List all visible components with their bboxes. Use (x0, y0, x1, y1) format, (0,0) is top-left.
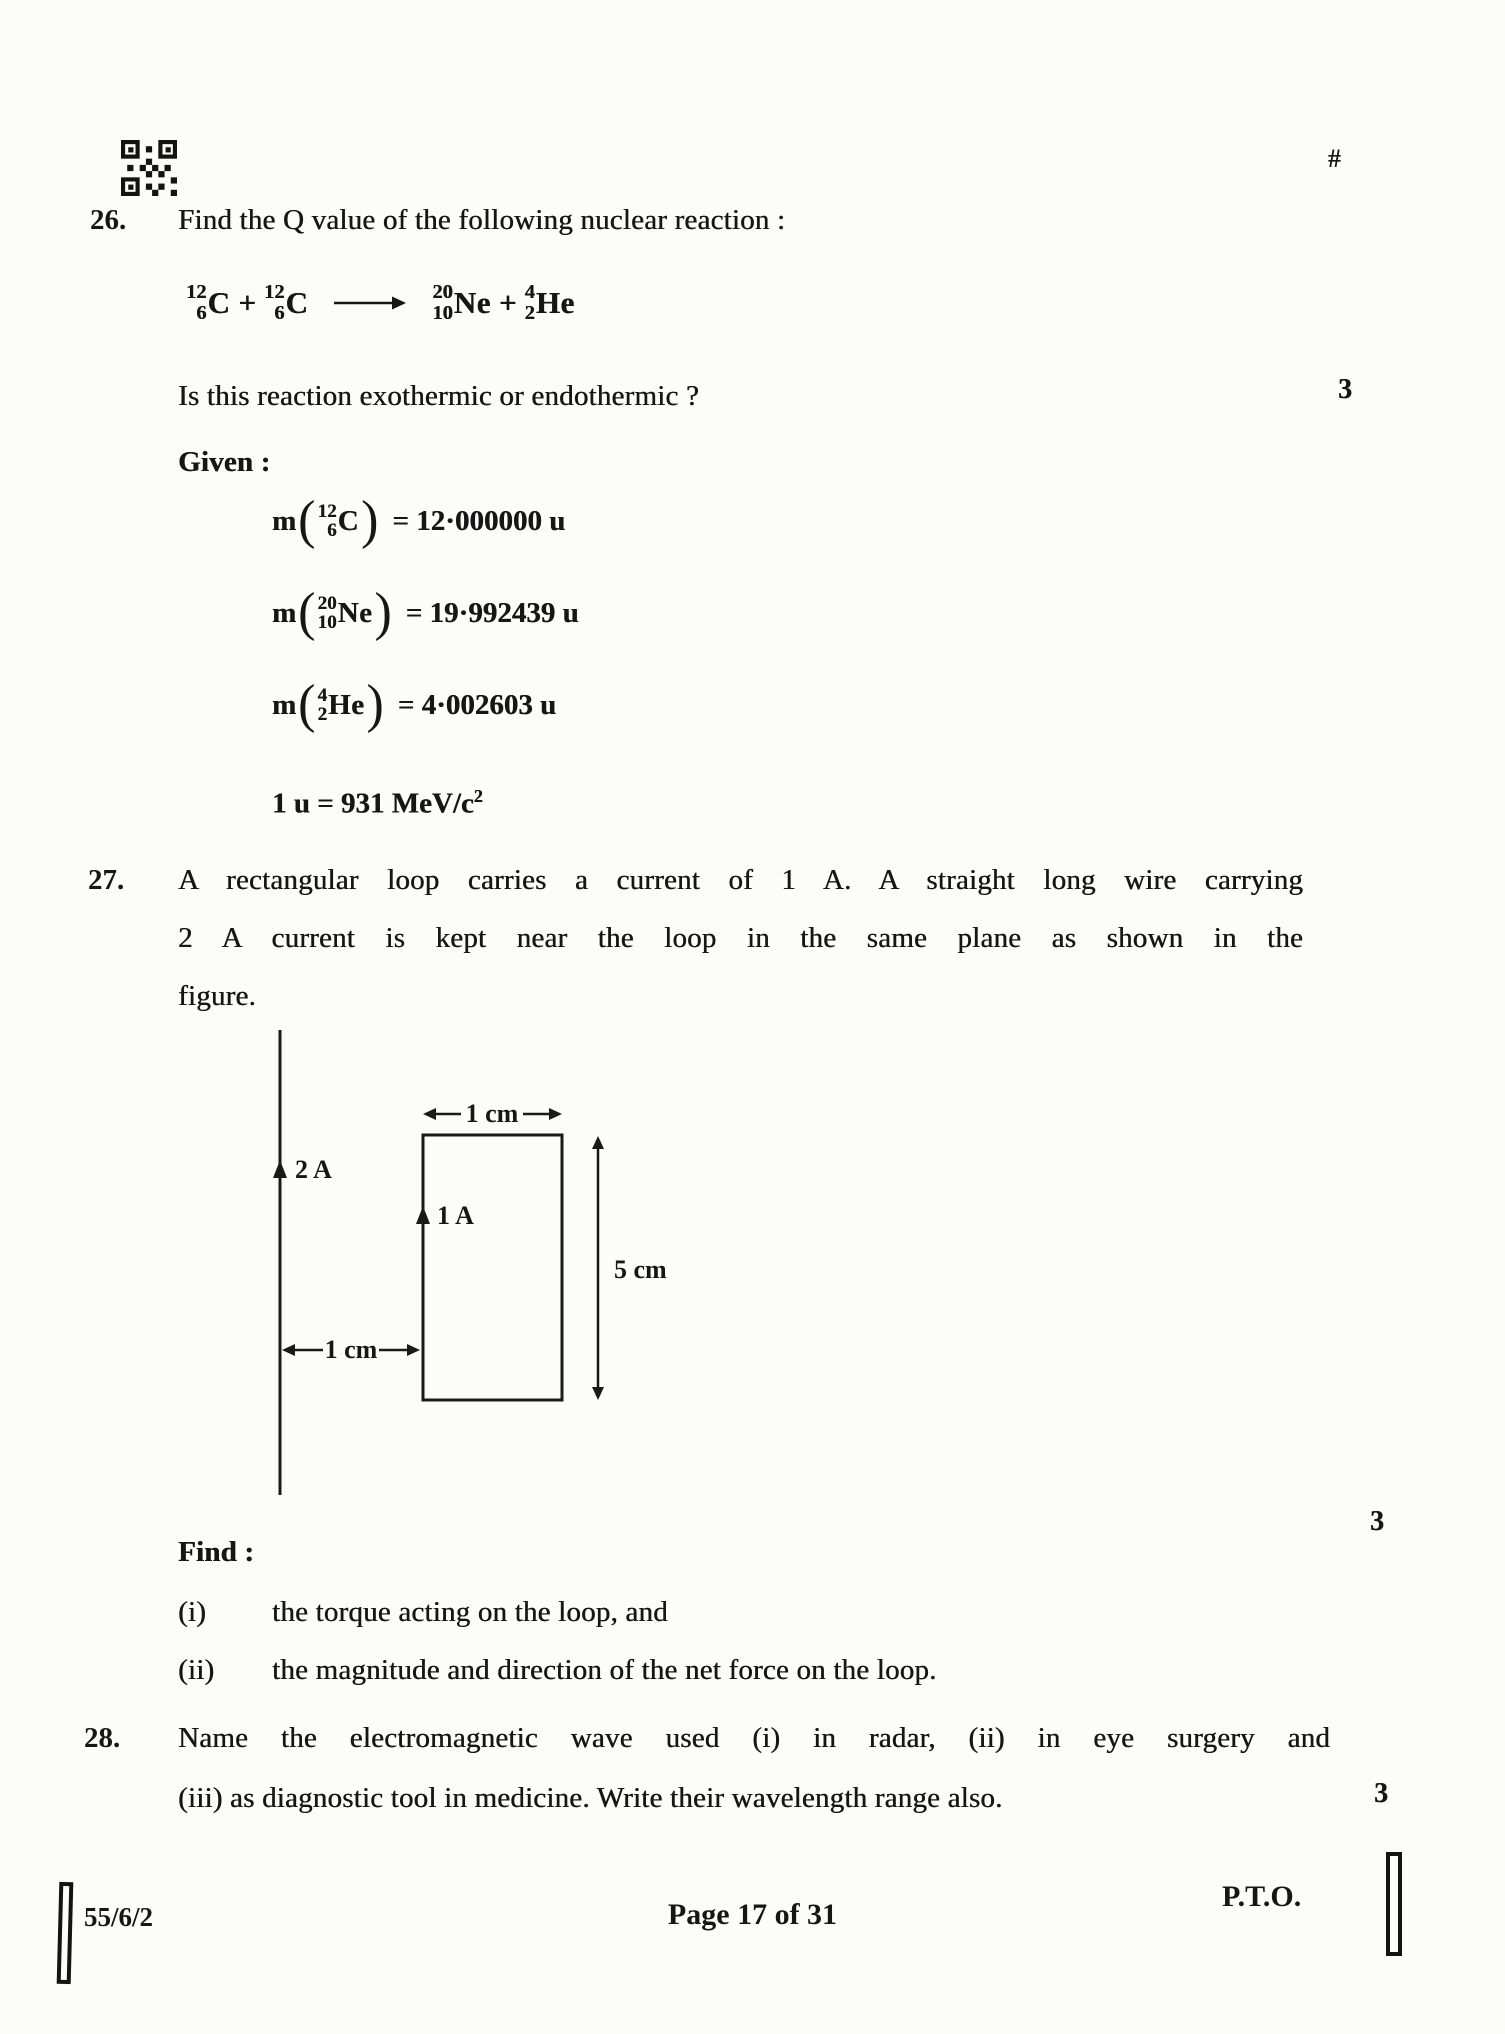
loop-height-label: 5 cm (614, 1255, 667, 1284)
mass-number: 12 (317, 500, 337, 522)
mass-number: 12 (264, 281, 285, 303)
unit-text: 1 u = 931 MeV/c (272, 787, 474, 820)
plus-sign: + (238, 284, 256, 320)
mass-value: = 19·992439 u (405, 596, 579, 629)
given-mass-carbon (272, 490, 566, 551)
q26-given-label: Given : (178, 446, 271, 478)
mass-function-label: m (272, 688, 297, 721)
plus-sign: + (498, 284, 517, 320)
atomic-number: 2 (317, 704, 328, 726)
wire-current-label: 2 A (295, 1155, 332, 1184)
element-symbol: He (535, 284, 575, 320)
given-mass-neon (272, 582, 579, 643)
page-hash-mark: # (1328, 144, 1341, 173)
q27-marks: 3 (1370, 1506, 1384, 1537)
q27-text-line3: figure. (178, 980, 256, 1012)
up-arrow-icon (592, 1136, 604, 1149)
q26-number: 26. (90, 204, 127, 236)
wire-current-arrow-icon (273, 1160, 287, 1178)
mass-function-label: m (272, 596, 297, 629)
q27-text-line1: A rectangular loop carries a current of 1 A. A straight long wire carrying (178, 864, 1303, 896)
q27-find-label: Find : (178, 1536, 255, 1568)
mass-number: 4 (317, 684, 328, 706)
open-paren: ( (298, 582, 316, 643)
qr-code (121, 140, 177, 196)
open-paren: ( (298, 674, 316, 735)
loop-current-label: 1 A (437, 1201, 474, 1230)
mass-value: = 12·000000 u (392, 504, 566, 537)
paper-code: 55/6/2 (84, 1902, 154, 1932)
loop-width-label: 1 cm (465, 1099, 519, 1128)
right-arrow-icon (407, 1344, 420, 1356)
unit-conversion-line (272, 786, 483, 821)
q26-marks: 3 (1338, 374, 1352, 405)
element-symbol: Ne (453, 284, 491, 320)
rectangular-loop (423, 1135, 562, 1400)
q27-item-ii-text: the magnitude and direction of the net force on the loop. (272, 1654, 937, 1686)
isotope-carbon (318, 502, 360, 541)
mass-function-label: m (272, 504, 297, 537)
loop-current-arrow-icon (416, 1206, 430, 1224)
mass-number: 20 (432, 281, 453, 303)
given-mass-helium (272, 674, 557, 735)
mass-number: 4 (524, 281, 535, 303)
q27-item-i-text: the torque acting on the loop, and (272, 1596, 668, 1628)
element-symbol: C (285, 284, 309, 320)
close-paren: ) (374, 582, 392, 643)
mass-number: 12 (186, 281, 207, 303)
q26-prompt: Find the Q value of the following nuclear reaction : (178, 204, 786, 236)
q27-item-ii-label: (ii) (178, 1654, 215, 1686)
close-paren: ) (361, 490, 379, 551)
unit-exponent: 2 (473, 786, 483, 806)
isotope-neon (432, 282, 491, 324)
gap-width-label: 1 cm (324, 1335, 378, 1364)
right-arrow-icon (549, 1108, 562, 1120)
isotope-helium (318, 686, 365, 725)
q28-marks: 3 (1374, 1778, 1388, 1809)
pto-label: P.T.O. (1222, 1880, 1302, 1913)
atomic-number: 6 (274, 301, 285, 324)
q27-figure (265, 1028, 725, 1508)
q28-text-line1: Name the electromagnetic wave used (i) in radar, (ii) in eye surgery and (178, 1722, 1330, 1754)
element-symbol: He (328, 688, 365, 721)
left-arrow-icon (423, 1108, 436, 1120)
page-number: Page 17 of 31 (667, 1898, 838, 1931)
open-paren: ( (298, 490, 316, 551)
element-symbol: Ne (337, 596, 373, 629)
q28-number: 28. (84, 1722, 121, 1754)
element-symbol: C (207, 284, 231, 320)
binder-mark-right (1386, 1852, 1402, 1956)
q26-subquestion: Is this reaction exothermic or endothermic ? (178, 380, 699, 412)
close-paren: ) (366, 674, 384, 735)
isotope-neon (318, 594, 373, 633)
isotope-carbon-2 (264, 282, 308, 324)
atomic-number: 6 (196, 301, 207, 324)
q27-item-i-label: (i) (178, 1596, 206, 1628)
atomic-number: 6 (327, 520, 337, 542)
mass-value: = 4·002603 u (397, 688, 557, 721)
down-arrow-icon (592, 1387, 604, 1400)
isotope-helium (525, 282, 575, 324)
reaction-arrow-icon (334, 295, 406, 311)
q26-nuclear-reaction (186, 282, 575, 324)
atomic-number: 2 (524, 301, 535, 324)
isotope-carbon-1 (186, 282, 230, 324)
atomic-number: 10 (432, 301, 453, 324)
left-arrow-icon (282, 1344, 295, 1356)
element-symbol: C (337, 504, 360, 537)
mass-number: 20 (317, 592, 337, 614)
q28-text-line2: (iii) as diagnostic tool in medicine. Write their wavelength range also. (178, 1782, 1003, 1814)
q27-text-line2: 2 A current is kept near the loop in the same plane as shown in the (178, 922, 1303, 954)
q27-number: 27. (88, 864, 125, 896)
atomic-number: 10 (317, 612, 337, 634)
